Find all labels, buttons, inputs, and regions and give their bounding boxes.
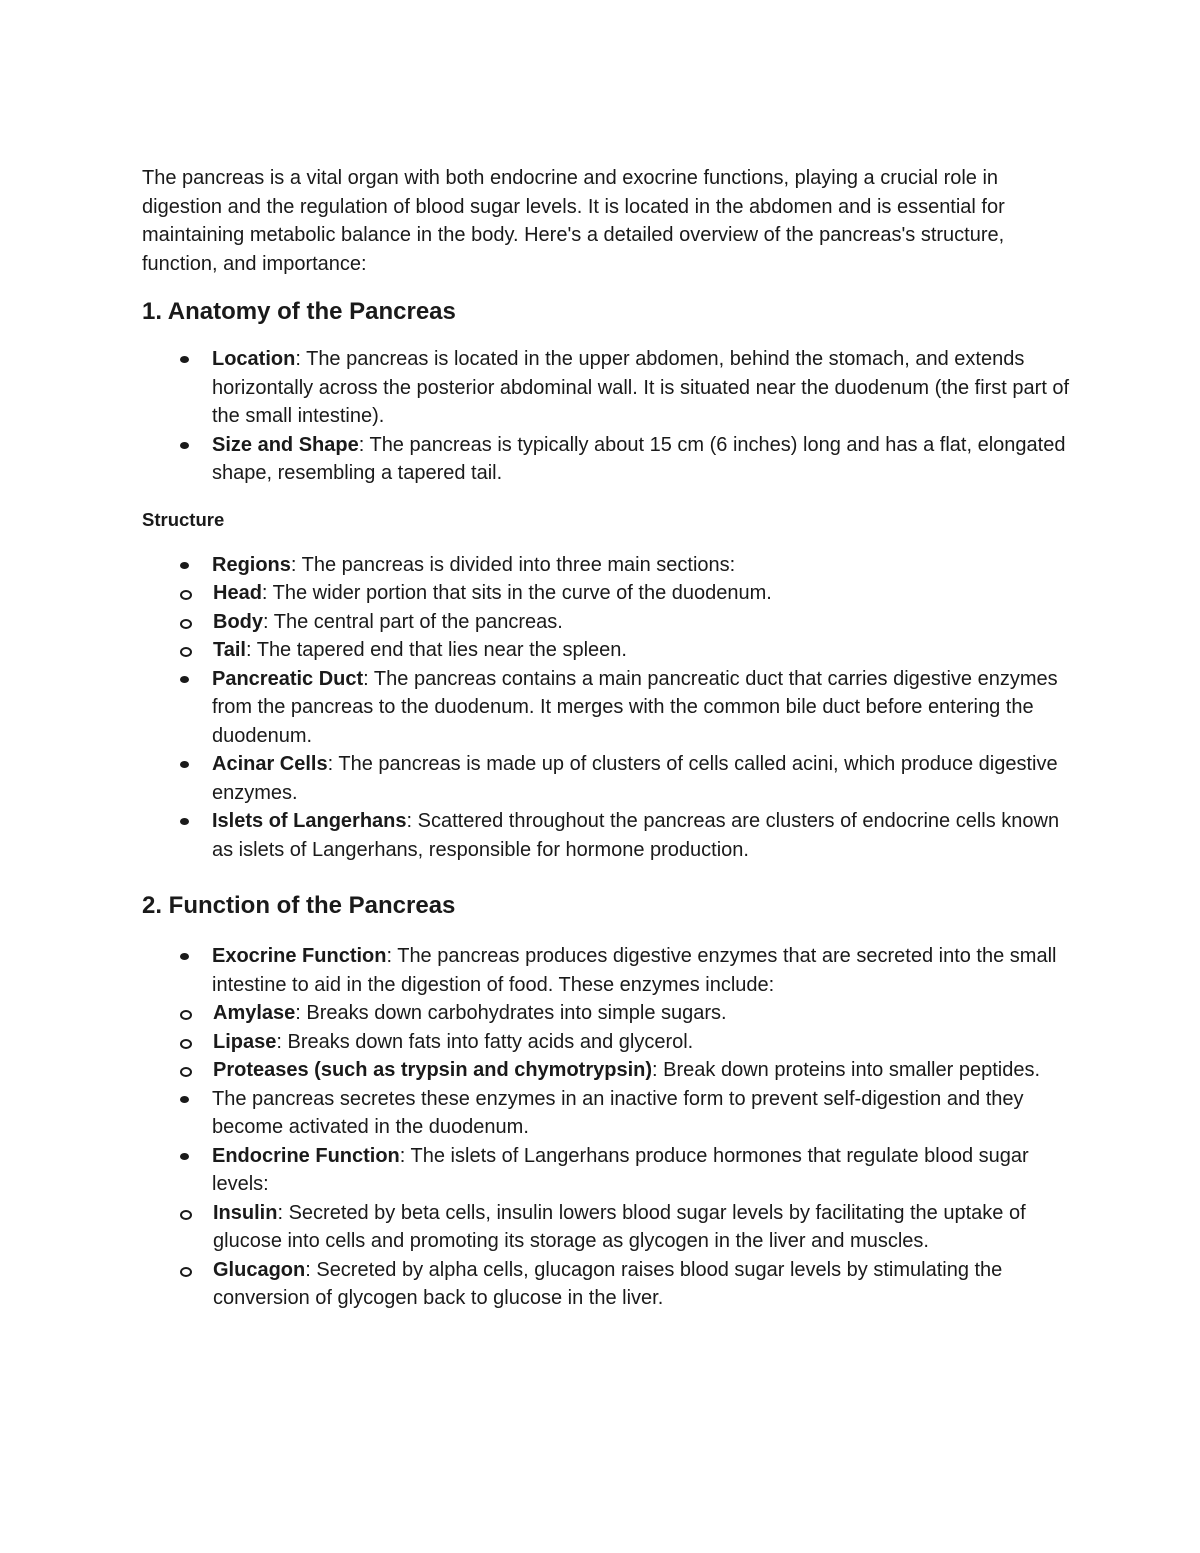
item-term: Size and Shape xyxy=(212,433,359,456)
sublist-item xyxy=(142,1056,1072,1085)
sublist-item xyxy=(142,579,1072,608)
item-text: : Breaks down fats into fatty acids and glycerol. xyxy=(276,1030,694,1053)
item-text: The pancreas secretes these enzymes in an inactive form to prevent self-digestion and they become activated in the duodenum. xyxy=(212,1087,1024,1138)
item-text: : The wider portion that sits in the curve of the duodenum. xyxy=(261,582,772,604)
item-text: : The pancreas is typically about 15 cm (6 inches) long and has a flat, elongated shape, resembling a tapered tail. xyxy=(212,433,1066,484)
item-term: Head xyxy=(213,582,262,604)
item-text: : The pancreas produces digestive enzymes that are secreted into the small intestine to aid in the digestion of food. These enzymes include: xyxy=(212,945,1057,996)
item-text: : Scattered throughout the pancreas are clusters of endocrine cells known as islets of Langerhans, responsible for hormone production. xyxy=(212,810,1060,861)
item-term: Exocrine Function xyxy=(212,945,387,967)
item-text: : The tapered end that lies near the spleen. xyxy=(245,639,627,661)
subheading-structure: Structure xyxy=(142,508,225,530)
item-term: Regions xyxy=(212,553,291,576)
section-heading-anatomy: 1. Anatomy of the Pancreas xyxy=(142,298,456,325)
item-term: Glucagon xyxy=(213,1258,306,1281)
item-term: Proteases (such as trypsin and chymotrypsin) xyxy=(213,1059,653,1081)
regions-sublist xyxy=(142,579,1072,665)
item-text: : Secreted by alpha cells, glucagon raises blood sugar levels by stimulating the conversion of glycogen back to glucose in the liver. xyxy=(213,1258,1003,1309)
item-term: Location xyxy=(212,348,296,370)
sublist-item xyxy=(142,999,1072,1028)
list-item xyxy=(142,345,1072,431)
list-item xyxy=(142,750,1072,807)
intro-paragraph: The pancreas is a vital organ with both endocrine and exocrine functions, playing a crucial role in digestion and the regulation of blood sugar levels. It is located in the abdomen and is essential for maintaining metabolic balance in the body. Here's a detailed overview of the pancreas's structure, function, and importance: xyxy=(142,167,1005,275)
function-list xyxy=(142,942,1072,1313)
item-term: Islets of Langerhans xyxy=(212,810,407,832)
list-item xyxy=(142,665,1072,751)
structure-list xyxy=(142,551,1072,865)
item-term: Insulin xyxy=(213,1201,278,1224)
item-text: : Breaks down carbohydrates into simple sugars. xyxy=(295,1002,727,1024)
hormones-sublist xyxy=(142,1199,1072,1313)
list-item xyxy=(142,551,1072,665)
list-item xyxy=(142,1085,1072,1142)
item-text: : Break down proteins into smaller peptides. xyxy=(652,1059,1041,1081)
item-text: : The islets of Langerhans produce hormones that regulate blood sugar levels: xyxy=(212,1144,1029,1195)
item-term: Endocrine Function xyxy=(212,1144,400,1167)
item-text: : The pancreas is made up of clusters of cells called acini, which produce digestive enzymes. xyxy=(212,753,1058,804)
item-term: Pancreatic Duct xyxy=(212,667,364,690)
list-item xyxy=(142,1142,1072,1313)
sublist-item xyxy=(142,608,1072,637)
sublist-item xyxy=(142,636,1072,665)
list-item xyxy=(142,807,1072,864)
enzymes-sublist xyxy=(142,999,1072,1085)
list-item xyxy=(142,431,1072,488)
item-text: : The pancreas is divided into three main sections: xyxy=(290,553,736,576)
sublist-item xyxy=(142,1028,1072,1057)
sublist-item xyxy=(142,1199,1072,1256)
item-term: Body xyxy=(213,610,263,633)
anatomy-list xyxy=(142,345,1072,488)
item-term: Amylase xyxy=(213,1002,296,1024)
item-term: Lipase xyxy=(213,1030,277,1053)
list-item xyxy=(142,942,1072,1085)
item-text: : The pancreas is located in the upper abdomen, behind the stomach, and extends horizontally across the posterior abdominal wall. It is situated near the duodenum (the first part of the small intestine). xyxy=(212,348,1070,427)
item-term: Acinar Cells xyxy=(212,753,328,775)
document-page xyxy=(142,164,1072,1313)
item-term: Tail xyxy=(213,639,246,661)
item-text: : Secreted by beta cells, insulin lowers blood sugar levels by facilitating the uptake of glucose into cells and promoting its storage as glycogen in the liver and muscles. xyxy=(213,1201,1026,1252)
item-text: : The pancreas contains a main pancreatic duct that carries digestive enzymes from the pancreas to the duodenum. It merges with the common bile duct before entering the duodenum. xyxy=(212,667,1058,747)
section-heading-function: 2. Function of the Pancreas xyxy=(142,892,456,919)
item-text: : The central part of the pancreas. xyxy=(263,610,563,633)
sublist-item xyxy=(142,1256,1072,1313)
